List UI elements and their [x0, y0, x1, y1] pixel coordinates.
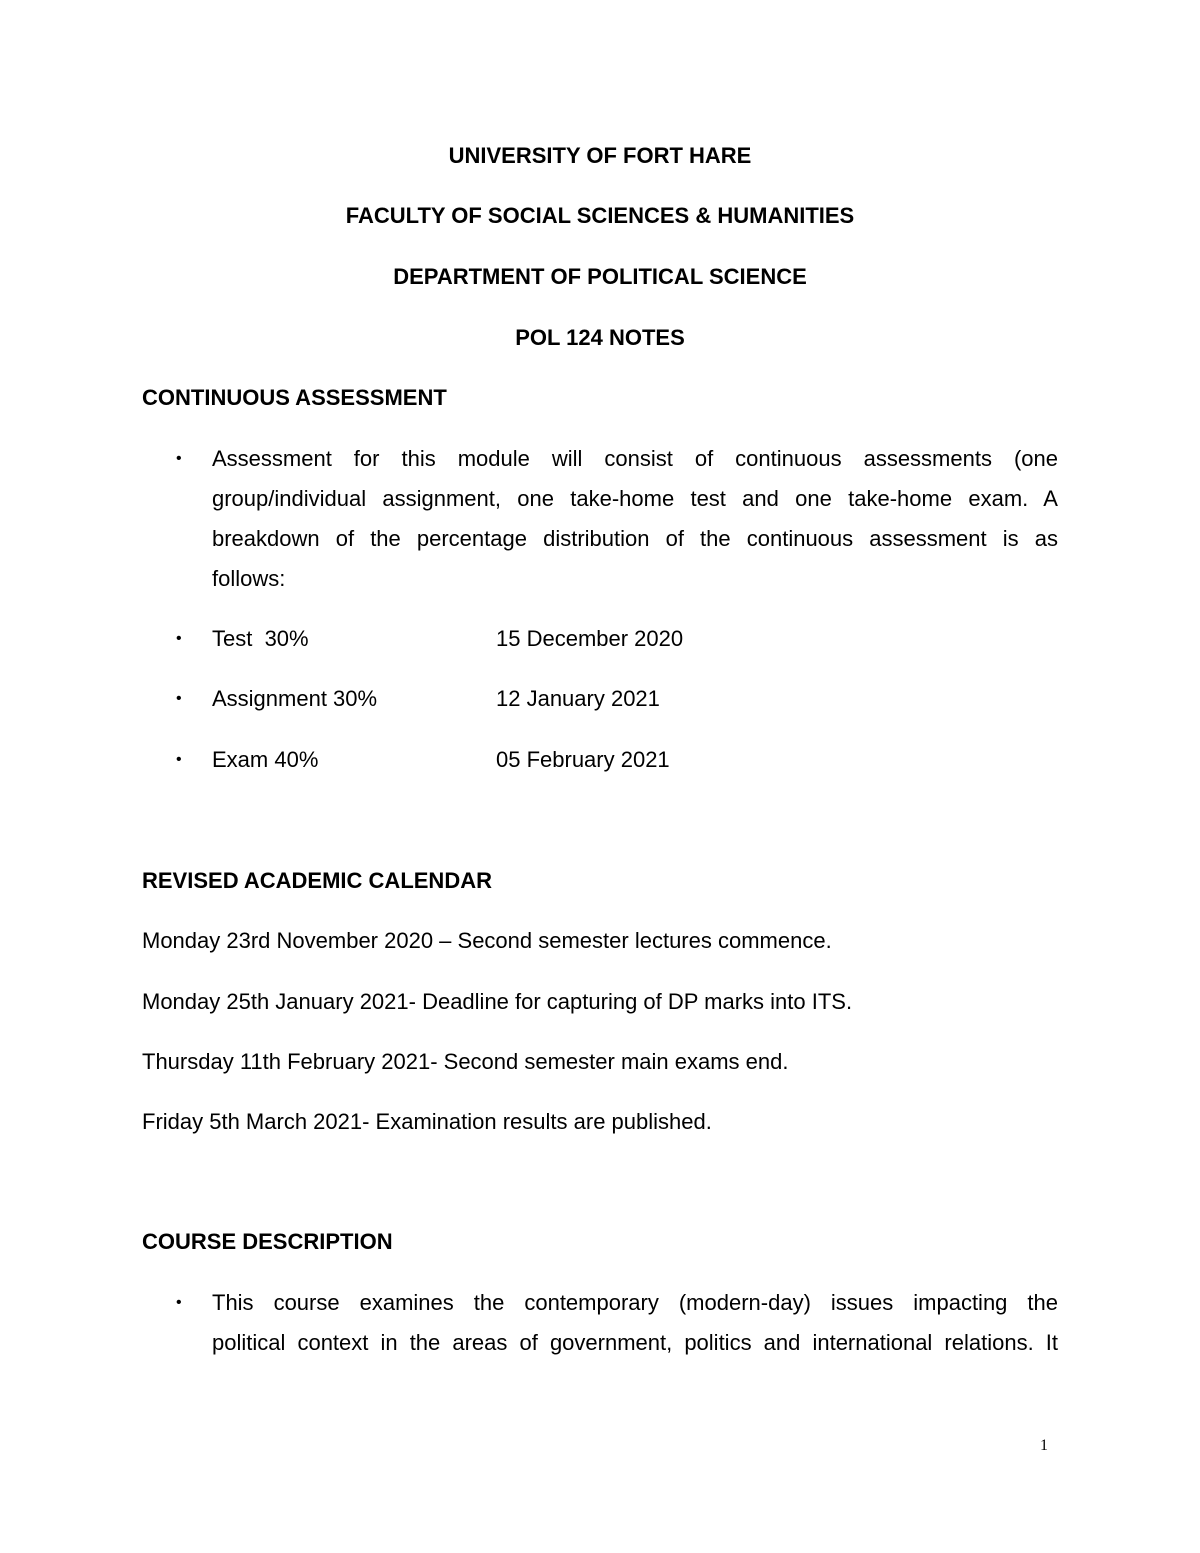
bullet-icon: •: [176, 1294, 182, 1311]
page-number: 1: [1040, 1437, 1048, 1454]
description-line: political context in the areas of government, politics and international relations. It: [212, 1330, 1058, 1355]
assessment-paragraph-line: follows:: [212, 566, 286, 591]
calendar-entry: Monday 25th January 2021- Deadline for capturing of DP marks into ITS.: [142, 989, 853, 1014]
assessment-item-label: Exam 40%: [212, 747, 319, 772]
assessment-item-date: 05 February 2021: [496, 747, 670, 772]
course-description-heading: COURSE DESCRIPTION: [142, 1229, 393, 1254]
assessment-paragraph-line: group/individual assignment, one take-home test and one take-home exam. A: [212, 486, 1058, 511]
bullet-icon: •: [176, 751, 182, 768]
bullet-icon: •: [176, 630, 182, 647]
calendar-entry: Thursday 11th February 2021- Second semester main exams end.: [142, 1049, 789, 1074]
bullet-icon: •: [176, 690, 182, 707]
assessment-item-date: 15 December 2020: [496, 626, 684, 651]
assessment-item-label: Assignment 30%: [212, 686, 378, 711]
assessment-item-label: Test 30%: [212, 626, 309, 651]
university-title: UNIVERSITY OF FORT HARE: [448, 143, 752, 168]
assessment-paragraph-line: Assessment for this module will consist of continuous assessments (one: [212, 446, 1058, 471]
bullet-icon: •: [176, 450, 182, 467]
calendar-entry: Monday 23rd November 2020 – Second semester lectures commence.: [142, 928, 832, 953]
description-line: This course examines the contemporary (modern-day) issues impacting the: [212, 1290, 1058, 1315]
academic-calendar-heading: REVISED ACADEMIC CALENDAR: [142, 868, 492, 893]
assessment-item-date: 12 January 2021: [496, 686, 660, 711]
course-title: POL 124 NOTES: [515, 325, 685, 350]
continuous-assessment-heading: CONTINUOUS ASSESSMENT: [142, 385, 447, 410]
faculty-title: FACULTY OF SOCIAL SCIENCES & HUMANITIES: [345, 203, 855, 228]
calendar-entry: Friday 5th March 2021- Examination results are published.: [142, 1109, 712, 1134]
department-title: DEPARTMENT OF POLITICAL SCIENCE: [393, 264, 807, 289]
assessment-paragraph-line: breakdown of the percentage distribution of the continuous assessment is as: [212, 526, 1058, 551]
